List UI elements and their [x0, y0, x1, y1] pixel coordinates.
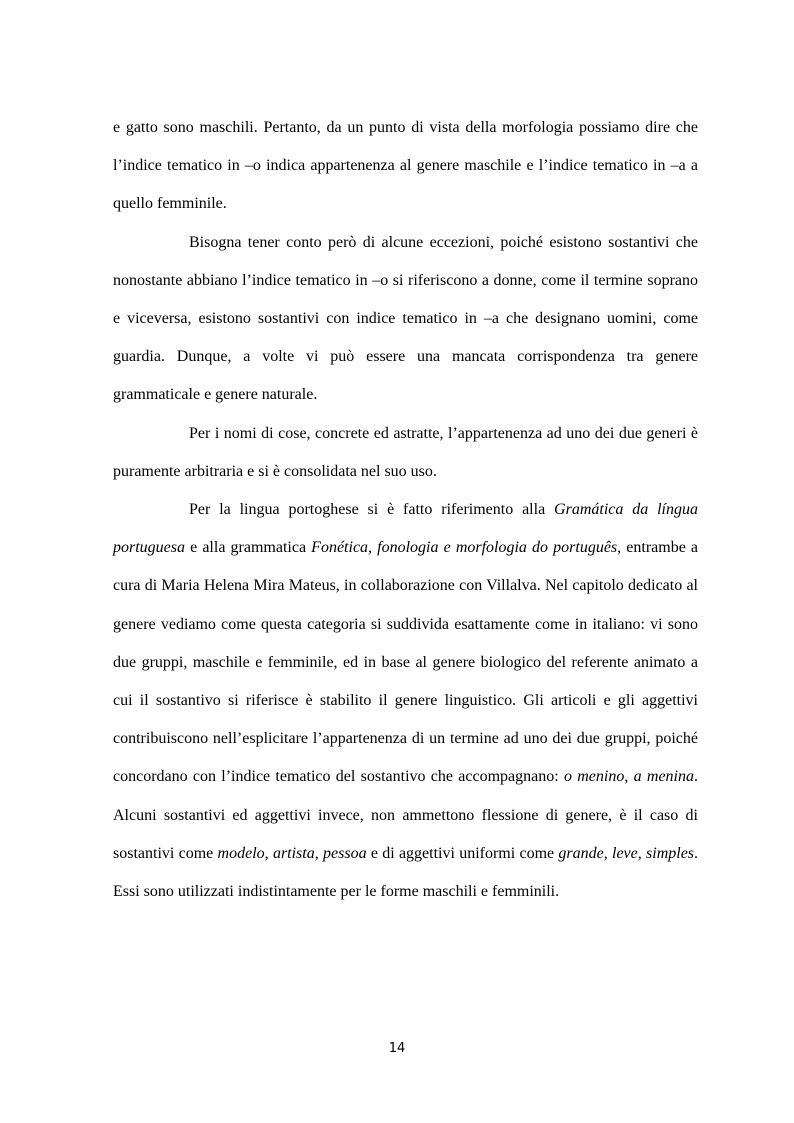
example-word-italic: o menino — [563, 768, 625, 786]
text-run: . Essi sono utilizzati indistintamente per le forme maschili e femminili. — [113, 844, 699, 901]
paragraph-2 — [113, 224, 698, 415]
text-run: , — [624, 768, 634, 786]
text-run: Per la lingua portoghese si è fatto riferimento alla — [189, 501, 555, 519]
book-title-italic: Gramática da língua portuguesa — [113, 501, 699, 557]
example-word-italic: a menina — [633, 768, 695, 786]
paragraph-1 — [113, 109, 698, 224]
page-number: 14 — [388, 1041, 406, 1056]
text-run: Bisogna tener conto però di alcune eccezioni, poiché esistono sostantivi che nonostante abbiano l’indice tematico in –o si riferiscono a donne, come il termine soprano e viceversa, esistono sostantivi con indice tematico in –a che designano uomini, come guardia. Dunque, a volte vi può essere una mancata corrispondenza tra genere grammaticale e genere naturale. — [113, 233, 698, 404]
text-run: Per i nomi di cose, concrete ed astratte, l’appartenenza ad uno dei due generi è puramente arbitraria e si è consolidata nel suo uso. — [113, 424, 698, 480]
example-word-italic: modelo — [217, 844, 265, 862]
text-run: . Alcuni sostantivi ed aggettivi invece, non ammettono flessione di genere, è il caso di sostantivi come — [113, 768, 699, 862]
example-word-italic: grande, leve, simples — [558, 844, 695, 862]
paragraph-4 — [113, 491, 698, 911]
document-body — [113, 109, 698, 911]
text-run: e di aggettivi uniformi come — [366, 844, 559, 862]
text-run: , — [314, 844, 324, 862]
book-title-italic: Fonética, fonologia e morfologia do português, — [311, 539, 622, 557]
text-run: entrambe a cura di Maria Helena Mira Mateus, in collaborazione con Villalva. Nel capitolo dedicato al genere vediamo come questa categoria si suddivida esattamente come in italiano: vi sono due gruppi, maschile e femminile, ed in base al genere biologico del referente animato a cui il sostantivo si riferisce è stabilito il genere linguistico. Gli articoli e gli aggettivi contribuiscono nell’esplicitare l’appartenenza di un termine ad uno dei due gruppi, poiché concordano con l’indice tematico del sostantivo che accompagnano: — [113, 539, 699, 786]
text-run: , — [264, 844, 273, 862]
text-run: e gatto sono maschili. Pertanto, da un punto di vista della morfologia possiamo dire che l’indice tematico in –o indica appartenenza al genere maschile e l’indice tematico in –a a quello femminile. — [113, 119, 698, 213]
text-run: e alla grammatica — [185, 539, 312, 557]
paragraph-3 — [113, 415, 698, 491]
example-word-italic: artista — [272, 844, 315, 862]
example-word-italic: pessoa — [323, 844, 367, 862]
